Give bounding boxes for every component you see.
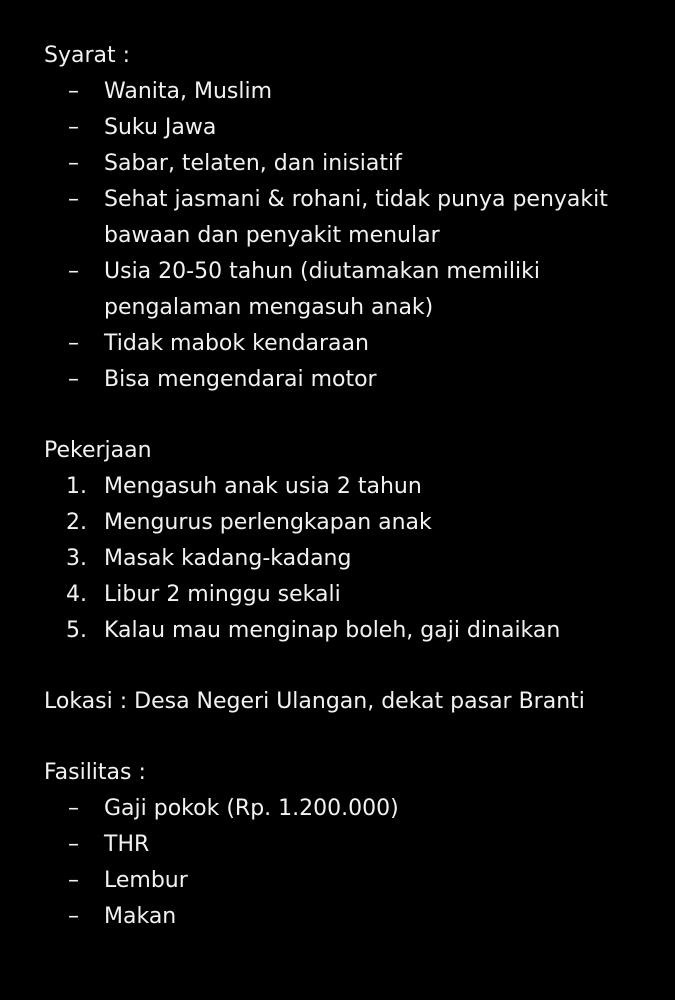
dash-marker: – bbox=[68, 832, 79, 857]
list-item bbox=[44, 791, 654, 827]
dash-marker: – bbox=[68, 331, 79, 356]
list-item-text: Suku Jawa bbox=[104, 115, 217, 140]
list-item bbox=[44, 899, 654, 935]
list-item bbox=[44, 827, 654, 863]
number-marker: 4. bbox=[66, 582, 87, 607]
dash-marker: – bbox=[68, 115, 79, 140]
number-marker: 5. bbox=[66, 618, 87, 643]
pekerjaan-heading: Pekerjaan bbox=[44, 438, 152, 463]
syarat-heading: Syarat : bbox=[44, 43, 131, 68]
list-item-text: Gaji pokok (Rp. 1.200.000) bbox=[104, 796, 399, 821]
spacer bbox=[44, 720, 654, 755]
list-item bbox=[44, 577, 654, 613]
list-item-text: Lembur bbox=[104, 868, 188, 893]
list-item bbox=[44, 182, 654, 254]
list-item bbox=[44, 613, 654, 649]
number-marker: 3. bbox=[66, 546, 87, 571]
dash-marker: – bbox=[68, 904, 79, 929]
spacer bbox=[44, 649, 654, 684]
list-item-text: Mengurus perlengkapan anak bbox=[104, 510, 432, 535]
dash-marker: – bbox=[68, 187, 79, 212]
list-item-text: Sabar, telaten, dan inisiatif bbox=[104, 151, 402, 176]
list-item-text: Tidak mabok kendaraan bbox=[104, 331, 369, 356]
dash-marker: – bbox=[68, 259, 79, 284]
dash-marker: – bbox=[68, 868, 79, 893]
fasilitas-list bbox=[44, 791, 654, 935]
list-item bbox=[44, 146, 654, 182]
lokasi-line: Lokasi : Desa Negeri Ulangan, dekat pasar Branti bbox=[44, 689, 585, 714]
list-item bbox=[44, 110, 654, 146]
syarat-list bbox=[44, 74, 654, 398]
dash-marker: – bbox=[68, 151, 79, 176]
list-item bbox=[44, 541, 654, 577]
list-item-text: THR bbox=[104, 832, 150, 857]
list-item bbox=[44, 326, 654, 362]
list-item-text: Masak kadang-kadang bbox=[104, 546, 352, 571]
list-item bbox=[44, 505, 654, 541]
dash-marker: – bbox=[68, 367, 79, 392]
list-item bbox=[44, 362, 654, 398]
list-item-text: Kalau mau menginap boleh, gaji dinaikan bbox=[104, 618, 561, 643]
list-item bbox=[44, 254, 654, 326]
list-item-text: Wanita, Muslim bbox=[104, 79, 273, 104]
number-marker: 1. bbox=[66, 474, 87, 499]
dash-marker: – bbox=[68, 79, 79, 104]
spacer bbox=[44, 398, 654, 433]
note-body bbox=[44, 38, 654, 935]
list-item-text: Libur 2 minggu sekali bbox=[104, 582, 341, 607]
dash-marker: – bbox=[68, 796, 79, 821]
fasilitas-heading: Fasilitas : bbox=[44, 760, 146, 785]
number-marker: 2. bbox=[66, 510, 87, 535]
list-item-text: Usia 20-50 tahun (diutamakan memiliki pengalaman mengasuh anak) bbox=[104, 259, 540, 320]
list-item-text: Mengasuh anak usia 2 tahun bbox=[104, 474, 422, 499]
list-item-text: Bisa mengendarai motor bbox=[104, 367, 377, 392]
list-item-text: Makan bbox=[104, 904, 177, 929]
list-item bbox=[44, 863, 654, 899]
pekerjaan-list bbox=[44, 469, 654, 649]
list-item bbox=[44, 469, 654, 505]
list-item-text: Sehat jasmani & rohani, tidak punya penyakit bawaan dan penyakit menular bbox=[104, 187, 608, 248]
list-item bbox=[44, 74, 654, 110]
